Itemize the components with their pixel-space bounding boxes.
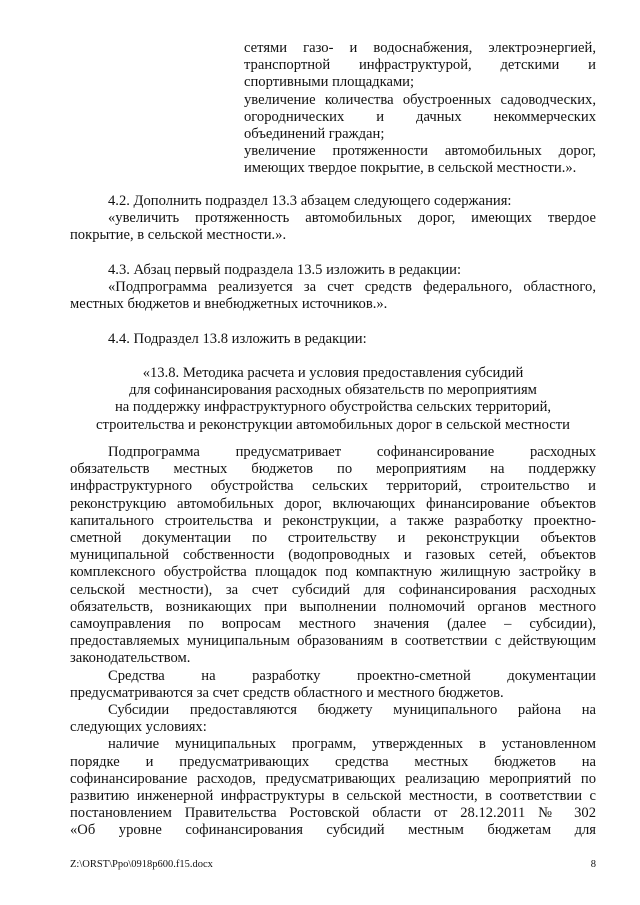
para-1-line-7: муниципальной собственности (водопроводных и газовых сетей, объектов (70, 547, 596, 564)
para-1-line-3: инфраструктурного обустройства сельских территорий, строительство и (70, 478, 596, 495)
para-1-line-5: капитального строительства и реконструкции, а также разработку проектно- (70, 512, 596, 529)
page-footer (70, 859, 596, 871)
title-line-1: «13.8. Методика расчета и условия предоставления субсидий (142, 365, 524, 381)
para-1-line-11: самоуправления по вопросам местного значения (далее – субсидии), (70, 616, 596, 633)
section-4-3-heading: 4.3. Абзац первый подраздела 13.5 изложить в редакции: (108, 262, 462, 278)
para-1-line-8: комплексного обустройства площадок под компактную жилищную застройку в (70, 564, 596, 581)
title-line-2: для софинансирования расходных обязательств по мероприятиям (129, 382, 537, 399)
para-3-line-2: следующих условиях: (70, 719, 207, 736)
para-4-line-6: «Об уровне софинансирования субсидий местным бюджетам для (70, 822, 596, 839)
para-3-line-1: Субсидии предоставляются бюджету муниципального района на (108, 702, 596, 719)
list-item-1-line-1: сетями газо- и водоснабжения, электроэнергией, (244, 40, 596, 56)
list-item-2-line-2: огороднических и дачных некоммерческих (244, 108, 596, 125)
para-4-line-3: софинансирование расходов, предусматривающих реализацию мероприятий по (70, 770, 596, 787)
section-4-2 (70, 193, 596, 245)
para-1-line-1: Подпрограмма предусматривает софинансирование расходных (108, 444, 596, 460)
file-path: Z:\ORST\Ppo\0918p600.f15.docx (70, 859, 213, 870)
para-1-line-13: законодательством. (70, 650, 191, 667)
section-4-2-heading: 4.2. Дополнить подраздел 13.3 абзацем следующего содержания: (108, 193, 512, 209)
list-item-2-line-1: увеличение количества обустроенных садоводческих, (244, 91, 596, 108)
title-line-3: на поддержку инфраструктурного обустройства сельских территорий, (114, 399, 552, 416)
list-item-1-line-2: транспортной инфраструктурой, детскими и (244, 57, 596, 74)
list-item-3-line-1: увеличение протяженности автомобильных дорог, (244, 143, 596, 160)
para-4-line-2: порядке и предусматривающих средства местных бюджетов на (70, 753, 596, 770)
section-4-4 (70, 331, 596, 348)
section-4-3-line-2: местных бюджетов и внебюджетных источников.». (70, 296, 388, 313)
list-item-3-line-2: имеющих твердое покрытие, в сельской местности.». (244, 160, 577, 177)
subsection-title (70, 365, 596, 434)
para-1-line-9: сельской местности), за счет субсидий для софинансирования расходных (70, 581, 596, 598)
para-4-line-1: наличие муниципальных программ, утвержденных в установленном (108, 736, 596, 753)
title-line-4: строительства и реконструкции автомобильных дорог в сельской местности (96, 416, 570, 433)
section-4-3-line-1: «Подпрограмма реализуется за счет средств федерального, областного, (108, 279, 596, 296)
para-1-line-2: обязательств местных бюджетов по мероприятиям на поддержку (70, 461, 596, 478)
para-1-line-4: реконструкцию автомобильных дорог, включающих финансирование объектов (70, 495, 596, 512)
para-1-line-10: обязательств, возникающих при выполнении полномочий органов местного (70, 598, 596, 615)
section-4-4-heading: 4.4. Подраздел 13.8 изложить в редакции: (108, 331, 367, 347)
bullet-list (244, 40, 596, 178)
para-2-line-1: Средства на разработку проектно-сметной документации (108, 667, 596, 684)
para-2-line-2: предусматриваются за счет средств областного и местного бюджетов. (70, 684, 504, 701)
para-4-line-4: развитию инженерной инфраструктуры в сельской местности, в соответствии с (70, 788, 596, 805)
section-4-3 (70, 262, 596, 314)
para-1-line-12: предоставляемых муниципальным образованиям в соответствии с действующим (70, 633, 596, 650)
page-number: 8 (590, 859, 596, 870)
section-4-2-line-1: «увеличить протяженность автомобильных дорог, имеющих твердое (108, 210, 596, 227)
para-4-line-5: постановлением Правительства Ростовской области от 28.12.2011 № 302 (70, 805, 596, 822)
body-text (70, 444, 596, 840)
list-item-2-line-3: объединений граждан; (244, 126, 385, 143)
section-4-2-line-2: покрытие, в сельской местности.». (70, 227, 287, 244)
list-item-1-line-3: спортивными площадками; (244, 74, 415, 91)
para-1-line-6: сметной документации по строительству и реконструкции объектов (70, 530, 596, 547)
